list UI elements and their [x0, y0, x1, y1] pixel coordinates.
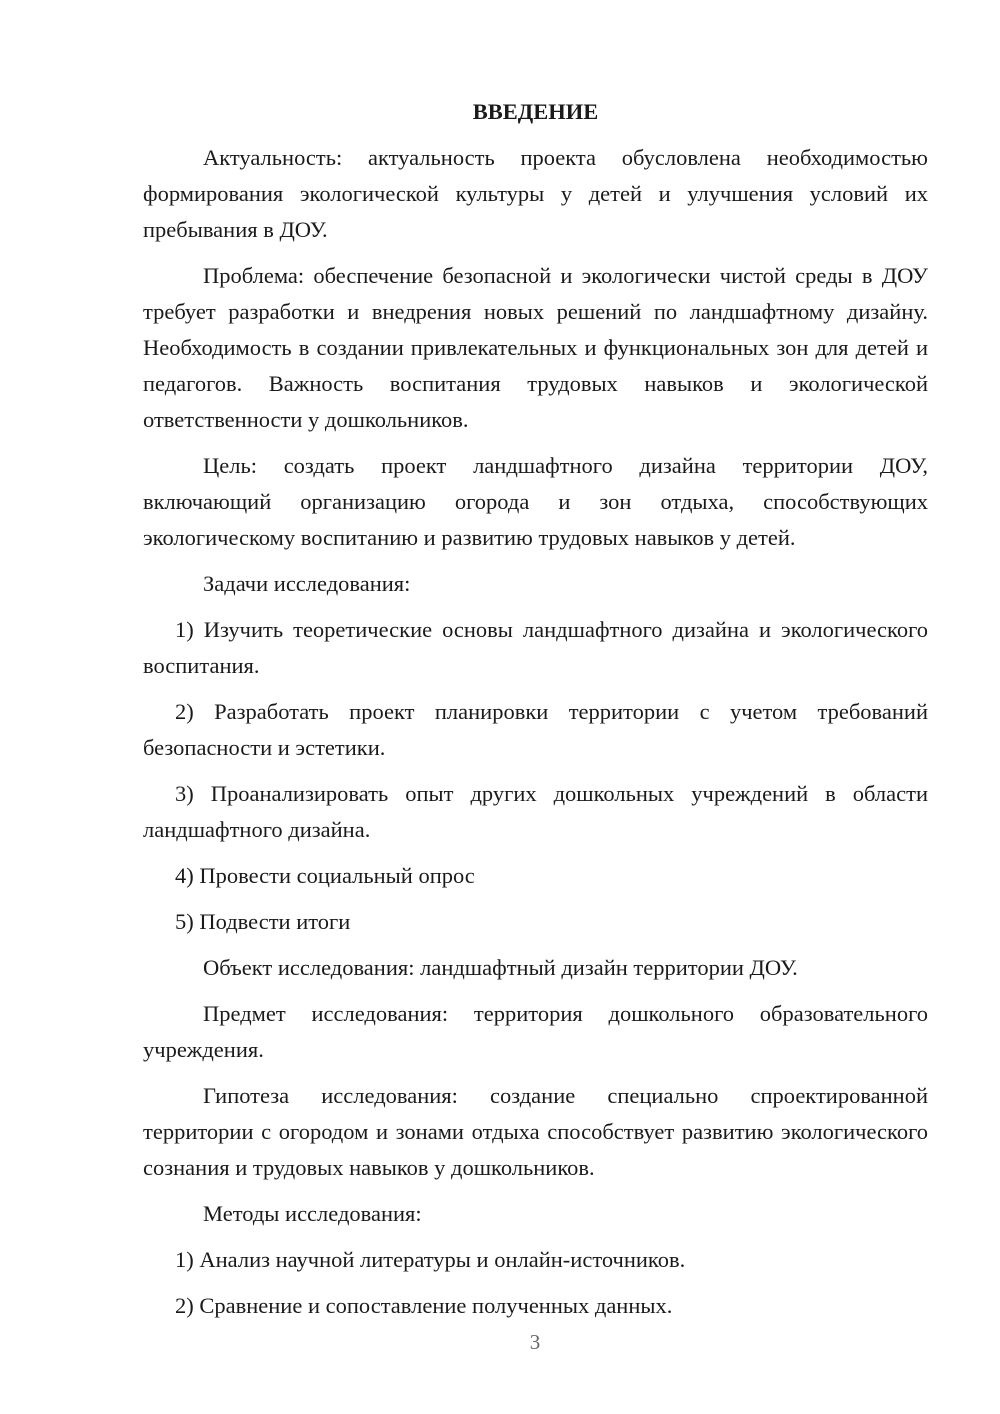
task-item-3: 3) Проанализировать опыт других дошкольных учреждений в области ландшафтного дизайна. — [143, 781, 928, 842]
task-item-5: 5) Подвести итоги — [175, 909, 351, 934]
page-number: 3 — [529, 1330, 541, 1354]
section-title: ВВЕДЕНИЕ — [472, 99, 599, 124]
task-item-2: 2) Разработать проект планировки территории с учетом требований безопасности и эстетики. — [143, 699, 928, 760]
paragraph-hypothesis: Гипотеза исследования: создание специально спроектированной территории с огородом и зонами отдыха способствует развитию экологического сознания и трудовых навыков у дошкольников. — [143, 1083, 928, 1180]
paragraph-subject: Предмет исследования: территория дошкольного образовательного учреждения. — [143, 1001, 928, 1062]
method-item-2: 2) Сравнение и сопоставление полученных данных. — [175, 1293, 673, 1318]
task-item-1: 1) Изучить теоретические основы ландшафтного дизайна и экологического воспитания. — [143, 617, 928, 678]
document-body — [143, 94, 928, 1334]
paragraph-problem: Проблема: обеспечение безопасной и экологически чистой среды в ДОУ требует разработки и внедрения новых решений по ландшафтному дизайну. Необходимость в создании привлекательных и функциональных зон для детей и педагогов. Важность воспитания трудовых навыков и экологической ответственности у дошкольников. — [143, 263, 928, 432]
method-item-1: 1) Анализ научной литературы и онлайн-источников. — [175, 1247, 686, 1272]
paragraph-object: Объект исследования: ландшафтный дизайн территории ДОУ. — [203, 955, 798, 980]
paragraph-methods-heading: Методы исследования: — [203, 1201, 422, 1226]
task-item-4: 4) Провести социальный опрос — [175, 863, 475, 888]
paragraph-relevance: Актуальность: актуальность проекта обусловлена необходимостью формирования экологической культуры у детей и улучшения условий их пребывания в ДОУ. — [143, 145, 928, 242]
paragraph-goal: Цель: создать проект ландшафтного дизайна территории ДОУ, включающий организацию огорода и зон отдыха, способствующих экологическому воспитанию и развитию трудовых навыков у детей. — [143, 453, 928, 550]
paragraph-tasks-heading: Задачи исследования: — [203, 571, 411, 596]
